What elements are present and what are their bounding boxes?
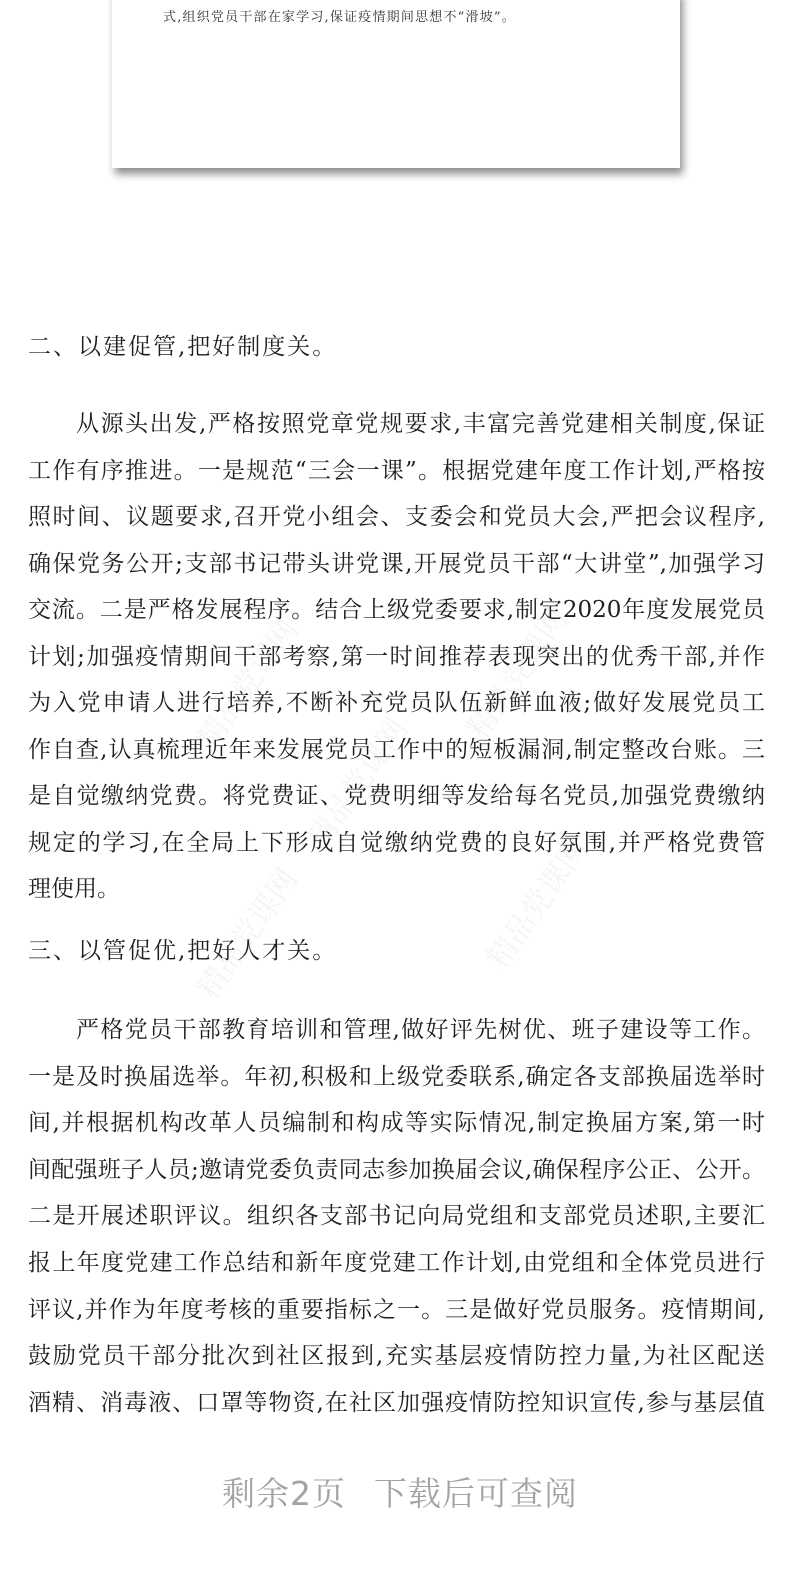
download-to-view-label: 下载后可查阅 <box>374 1474 578 1513</box>
remaining-pages-label: 剩余2页 <box>222 1474 346 1513</box>
text-line: 照时间、议题要求,召开党小组会、支委会和党员大会,严把会议程序, <box>28 504 765 530</box>
text-line: 严格党员干部教育培训和管理,做好评先树优、班子建设等工作。 <box>76 1017 765 1043</box>
text-line: 工作有序推进。一是规范“三会一课”。根据党建年度工作计划,严格按 <box>28 457 765 484</box>
text-line: 从源头出发,严格按照党章党规要求,丰富完善党建相关制度,保证 <box>76 411 765 437</box>
text-line: 酒精、消毒液、口罩等物资,在社区加强疫情防控知识宣传,参与基层值 <box>28 1389 765 1416</box>
text-line: 交流。二是严格发展程序。结合上级党委要求,制定2020年度发展党员 <box>28 597 765 623</box>
text-line: 规定的学习,在全局上下形成自觉缴纳党费的良好氛围,并严格党费管 <box>28 829 765 856</box>
text-line: 理使用。 <box>28 876 120 902</box>
text-line: 评议,并作为年度考核的重要指标之一。三是做好党员服务。疫情期间, <box>28 1296 765 1323</box>
text-line: 报上年度党建工作总结和新年度党建工作计划,由党组和全体党员进行 <box>28 1250 765 1276</box>
text-line: 二是开展述职评议。组织各支部书记向局党组和支部党员述职,主要汇 <box>28 1203 765 1230</box>
download-prompt[interactable] <box>0 1468 800 1515</box>
text-line: 间,并根据机构改革人员编制和构成等实际情况,制定换届方案,第一时 <box>28 1110 765 1137</box>
text-line: 鼓励党员干部分批次到社区报到,充实基层疫情防控力量,为社区配送 <box>28 1343 765 1370</box>
text-line: 是自觉缴纳党费。将党费证、党费明细等发给每名党员,加强党费缴纳 <box>28 783 765 809</box>
text-line: 为入党申请人进行培养,不断补充党员队伍新鲜血液;做好发展党员工 <box>28 690 765 716</box>
section-heading: 三、以管促优,把好人才关。 <box>28 938 338 964</box>
preview-page-card <box>112 0 680 168</box>
card-text: 式,组织党员干部在家学习,保证疫情期间思想不“滑坡”。 <box>163 10 516 25</box>
text-line: 计划;加强疫情期间干部考察,第一时间推荐表现突出的优秀干部,并作 <box>28 643 765 670</box>
text-line: 一是及时换届选举。年初,积极和上级党委联系,确定各支部换届选举时 <box>28 1063 765 1090</box>
text-line: 间配强班子人员;邀请党委负责同志参加换届会议,确保程序公正、公开。 <box>28 1156 765 1183</box>
text-line: 作自查,认真梳理近年来发展党员工作中的短板漏洞,制定整改台账。三 <box>28 736 765 763</box>
text-line: 确保党务公开;支部书记带头讲党课,开展党员干部“大讲堂”,加强学习 <box>28 550 765 577</box>
section-heading: 二、以建促管,把好制度关。 <box>28 334 338 360</box>
